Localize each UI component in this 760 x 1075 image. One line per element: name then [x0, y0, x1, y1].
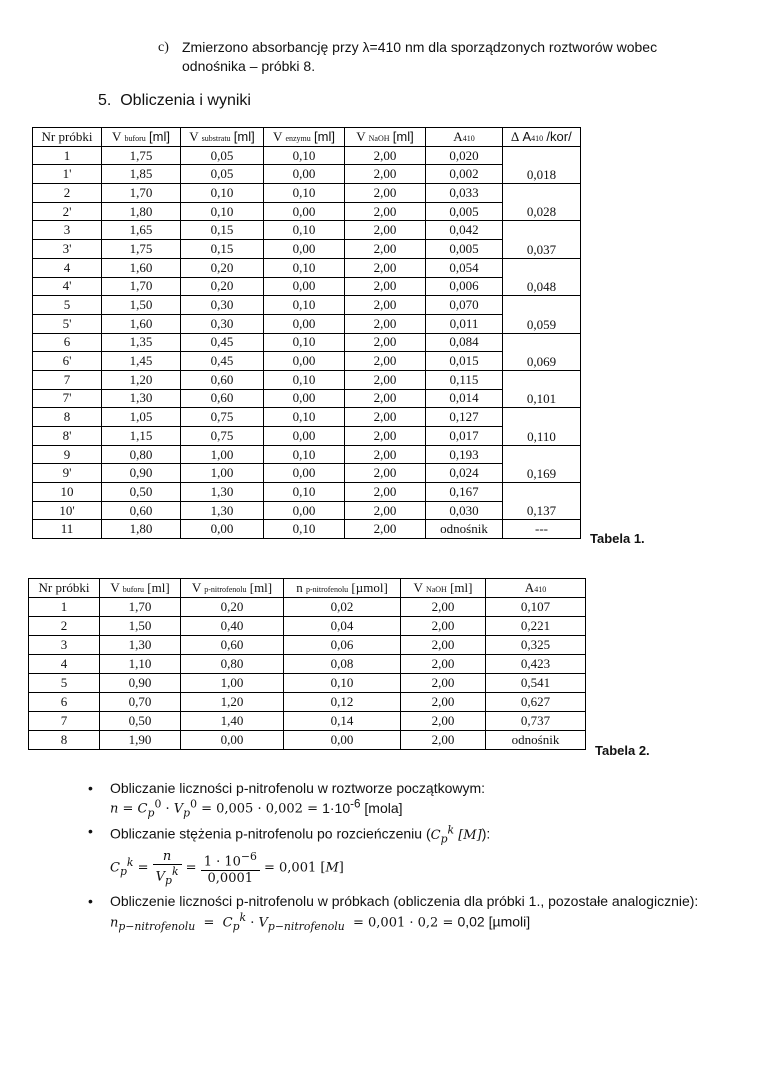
table-cell: odnośnik [426, 520, 503, 539]
table-cell: 0,423 [486, 655, 586, 674]
table-cell: 0,90 [102, 464, 181, 483]
table-cell: 1,20 [181, 693, 284, 712]
bullet-item [88, 893, 728, 909]
table-cell: 0,60 [181, 636, 284, 655]
table-cell: 1,60 [102, 314, 181, 333]
table-row [29, 674, 586, 693]
table-cell: 0,014 [426, 389, 503, 408]
table-cell: 11 [33, 520, 102, 539]
table-cell: 0,00 [181, 731, 284, 750]
table-cell: 7 [29, 712, 100, 731]
table-cell: 0,20 [181, 258, 264, 277]
table-row [33, 427, 581, 446]
table-cell: 0,00 [181, 520, 264, 539]
table-cell: 0,10 [264, 333, 345, 352]
table-cell: 6 [33, 333, 102, 352]
table-cell: 0,024 [426, 464, 503, 483]
table-cell: 1,85 [102, 165, 181, 184]
table-cell: 2,00 [345, 445, 426, 464]
table-cell: 0,10 [264, 520, 345, 539]
table-cell: odnośnik [486, 731, 586, 750]
table-cell: 1,00 [181, 445, 264, 464]
list-item-text: Zmierzono absorbancję przy λ=410 nm dla sporządzonych roztworów wobec odnośnika – próbki 8. [182, 39, 658, 74]
table-cell: 0,60 [181, 370, 264, 389]
table-cell: 8 [29, 731, 100, 750]
table-cell: 0,193 [426, 445, 503, 464]
table-cell: 0,40 [181, 617, 284, 636]
table-cell: 2,00 [345, 221, 426, 240]
table-cell: 0,221 [486, 617, 586, 636]
table-cell: 6 [29, 693, 100, 712]
table-cell: 0,042 [426, 221, 503, 240]
table-cell: 6' [33, 352, 102, 371]
table-row [33, 277, 581, 296]
table-row [33, 184, 581, 203]
table-cell: 2,00 [401, 636, 486, 655]
table-cell: 1,45 [102, 352, 181, 371]
table-cell: 2,00 [345, 408, 426, 427]
table-row [29, 636, 586, 655]
table-cell: 0,005 [426, 240, 503, 259]
table-cell: 0,45 [181, 333, 264, 352]
table-cell: 0,541 [486, 674, 586, 693]
table-cell: 8 [33, 408, 102, 427]
bullet-text: Obliczanie stężenia p-nitrofenolu po rozcieńczeniu ( [110, 825, 431, 842]
table-cell: 7 [33, 370, 102, 389]
table-cell: 1,50 [100, 617, 181, 636]
table-cell: 0,10 [264, 146, 345, 165]
table-row [33, 501, 581, 520]
table-cell: 2,00 [345, 258, 426, 277]
table-cell: 0,002 [426, 165, 503, 184]
table-cell: 0,070 [426, 296, 503, 315]
table-cell: 0,10 [264, 258, 345, 277]
list-marker: c) [158, 40, 169, 55]
table-cell: 0,75 [181, 427, 264, 446]
table-row [33, 221, 581, 240]
table-cell: 0,005 [426, 202, 503, 221]
calculation-list [88, 780, 728, 933]
table-cell: 1,75 [102, 146, 181, 165]
table-cell: 2,00 [345, 184, 426, 203]
table-cell: 0,08 [284, 655, 401, 674]
table-cell: 0,80 [181, 655, 284, 674]
bullet-icon: • [88, 780, 93, 796]
table-cell: 1 [29, 598, 100, 617]
table-cell: 2,00 [345, 146, 426, 165]
table-cell: 0,10 [264, 408, 345, 427]
table-cell: 2,00 [401, 693, 486, 712]
table-cell: 0,107 [486, 598, 586, 617]
table-cell: 2,00 [345, 464, 426, 483]
corrected-absorbance-cell: 0,169 [503, 445, 581, 482]
table-cell: 0,00 [264, 202, 345, 221]
formula: $C_p^k$ = $\frac{n}{V_p^k}$ = $\frac{1 \cdot 10^{-6}}{0,0001}$ = 0,001 [M] [110, 849, 344, 888]
table-cell: 1,80 [102, 520, 181, 539]
bullet-icon: • [88, 823, 93, 840]
table-cell: 0,05 [181, 165, 264, 184]
table-cell: 0,90 [100, 674, 181, 693]
table-cell: 3 [33, 221, 102, 240]
table-cell: 0,60 [181, 389, 264, 408]
table-cell: 0,30 [181, 314, 264, 333]
table-cell: 1,30 [102, 389, 181, 408]
table-cell: 1,80 [102, 202, 181, 221]
table-cell: 0,10 [181, 184, 264, 203]
table-cell: 2 [29, 617, 100, 636]
table-cell: 0,02 [284, 598, 401, 617]
corrected-absorbance-cell: 0,059 [503, 296, 581, 333]
table-cell: --- [503, 520, 581, 539]
table-cell: 4 [29, 655, 100, 674]
table-cell: 0,10 [264, 221, 345, 240]
table-cell: 0,115 [426, 370, 503, 389]
table-cell: 0,325 [486, 636, 586, 655]
table-cell: 1,35 [102, 333, 181, 352]
table-cell: 0,054 [426, 258, 503, 277]
table-cell: 2' [33, 202, 102, 221]
table-cell: 2,00 [345, 202, 426, 221]
table-cell: 1,90 [100, 731, 181, 750]
table-cell: 2 [33, 184, 102, 203]
table-cell: 4' [33, 277, 102, 296]
table-cell: 0,00 [264, 240, 345, 259]
table-cell: 2,00 [345, 389, 426, 408]
corrected-absorbance-cell: 0,037 [503, 221, 581, 258]
table-cell: 2,00 [401, 712, 486, 731]
table-header-row: Nr próbki V buforu [ml] V p-nitrofenolu [ml] n p-nitrofenolu [µmol] V NaOH [ml] A410 [29, 579, 586, 598]
table-cell: 0,00 [264, 389, 345, 408]
table-cell: 0,45 [181, 352, 264, 371]
table-cell: 0,20 [181, 277, 264, 296]
table-cell: 1,00 [181, 464, 264, 483]
table-cell: 1,30 [181, 501, 264, 520]
formula: $n_{p-nitrofenolu} = C_p^k \cdot V_{p-nitrofenolu} = 0,001 \cdot 0,2 = 0,02$ [µmoli] [110, 911, 531, 934]
table-row [33, 258, 581, 277]
table-cell: 0,10 [264, 296, 345, 315]
table-1 [32, 127, 581, 539]
table-cell: 0,30 [181, 296, 264, 315]
table-cell: 2,00 [345, 314, 426, 333]
table-cell: 0,00 [284, 731, 401, 750]
table-cell: 3 [29, 636, 100, 655]
table-cell: 1,70 [102, 184, 181, 203]
table-cell: 5' [33, 314, 102, 333]
table-cell: 0,20 [181, 598, 284, 617]
table-cell: 0,50 [100, 712, 181, 731]
corrected-absorbance-cell: 0,101 [503, 370, 581, 407]
table-cell: 0,00 [264, 501, 345, 520]
table-cell: 2,00 [401, 731, 486, 750]
table-cell: 1,05 [102, 408, 181, 427]
table-cell: 0,627 [486, 693, 586, 712]
table-row [33, 314, 581, 333]
bullet-icon: • [88, 893, 93, 910]
table-cell: 0,127 [426, 408, 503, 427]
table-row [33, 202, 581, 221]
table-row [33, 408, 581, 427]
table-cell: 1,15 [102, 427, 181, 446]
table-cell: 1 [33, 146, 102, 165]
table-row [33, 240, 581, 259]
bullet-text: Obliczenie liczności p-nitrofenolu w próbkach (obliczenia dla próbki 1., pozostałe analogicznie): [110, 893, 699, 910]
table-cell: 2,00 [345, 333, 426, 352]
table-cell: 0,00 [264, 314, 345, 333]
table-row [29, 655, 586, 674]
table-cell: 0,015 [426, 352, 503, 371]
bullet-item: • Obliczanie stężenia p-nitrofenolu po rozcieńczeniu ($C_p^k$ [M]): [88, 823, 491, 846]
corrected-absorbance-cell: 0,028 [503, 184, 581, 221]
table-cell: 2,00 [401, 655, 486, 674]
table-cell: 0,00 [264, 277, 345, 296]
corrected-absorbance-cell: 0,110 [503, 408, 581, 445]
table-row [33, 445, 581, 464]
table-cell: 1,60 [102, 258, 181, 277]
table-cell: 2,00 [345, 501, 426, 520]
table-cell: 0,10 [284, 674, 401, 693]
table-cell: 0,737 [486, 712, 586, 731]
table-cell: 0,10 [264, 483, 345, 502]
table-cell: 1,30 [181, 483, 264, 502]
table-cell: 2,00 [345, 296, 426, 315]
table-cell: 0,00 [264, 464, 345, 483]
table-cell: 2,00 [401, 617, 486, 636]
table-cell: 0,00 [264, 165, 345, 184]
table-cell: 5 [29, 674, 100, 693]
bullet-item [88, 780, 728, 796]
table-2-caption: Tabela 2. [595, 743, 650, 758]
table-cell: 1,70 [102, 277, 181, 296]
table-cell: 0,00 [264, 427, 345, 446]
table-cell: 2,00 [345, 520, 426, 539]
formula: $n = C_p^0 \cdot V_p^0 = 0,005 \cdot 0,002 = 1\cdot 10^{-6}$ [mola] [110, 797, 403, 820]
table-cell: 2,00 [345, 483, 426, 502]
table-1-caption: Tabela 1. [590, 531, 645, 546]
table-cell: 0,70 [100, 693, 181, 712]
table-row [33, 520, 581, 539]
table-row [33, 333, 581, 352]
table-cell: 4 [33, 258, 102, 277]
table-cell: 1,20 [102, 370, 181, 389]
table-cell: 0,06 [284, 636, 401, 655]
table-cell: 0,00 [264, 352, 345, 371]
table-cell: 1,40 [181, 712, 284, 731]
table-cell: 0,030 [426, 501, 503, 520]
table-row [29, 731, 586, 750]
table-cell: 0,05 [181, 146, 264, 165]
table-cell: 10 [33, 483, 102, 502]
table-cell: 1' [33, 165, 102, 184]
table-cell: 0,10 [181, 202, 264, 221]
table-2 [28, 578, 586, 750]
table-cell: 5 [33, 296, 102, 315]
table-cell: 2,00 [345, 277, 426, 296]
table-cell: 1,50 [102, 296, 181, 315]
table-cell: 2,00 [345, 427, 426, 446]
table-cell: 0,50 [102, 483, 181, 502]
table-cell: 0,017 [426, 427, 503, 446]
corrected-absorbance-cell: 0,018 [503, 146, 581, 183]
table-row [33, 146, 581, 165]
table-cell: 9 [33, 445, 102, 464]
table-row [33, 165, 581, 184]
table-cell: 7' [33, 389, 102, 408]
table-cell: 0,167 [426, 483, 503, 502]
table-cell: 0,011 [426, 314, 503, 333]
table-cell: 10' [33, 501, 102, 520]
table-cell: 0,12 [284, 693, 401, 712]
table-cell: 0,006 [426, 277, 503, 296]
table-cell: 0,10 [264, 370, 345, 389]
table-cell: 0,14 [284, 712, 401, 731]
table-cell: 0,10 [264, 184, 345, 203]
table-cell: 0,80 [102, 445, 181, 464]
table-cell: 2,00 [401, 598, 486, 617]
table-row [29, 693, 586, 712]
section-number: 5. [98, 92, 112, 109]
table-cell: 1,00 [181, 674, 284, 693]
table-header-row: Nr próbki V buforu [ml] V substratu [ml] V enzymu [ml] V NaOH [ml] A410 ∆ A410 /kor/ [33, 128, 581, 147]
table-cell: 0,15 [181, 221, 264, 240]
table-cell: 1,70 [100, 598, 181, 617]
table-row [33, 389, 581, 408]
table-cell: 0,084 [426, 333, 503, 352]
table-cell: 0,033 [426, 184, 503, 203]
table-row [33, 296, 581, 315]
table-cell: 0,60 [102, 501, 181, 520]
table-cell: 0,020 [426, 146, 503, 165]
table-cell: 2,00 [345, 370, 426, 389]
table-cell: 1,75 [102, 240, 181, 259]
table-row [33, 352, 581, 371]
table-cell: 2,00 [401, 674, 486, 693]
table-cell: 2,00 [345, 240, 426, 259]
table-cell: 1,30 [100, 636, 181, 655]
table-row [33, 370, 581, 389]
corrected-absorbance-cell: 0,048 [503, 258, 581, 295]
table-row [29, 712, 586, 731]
table-row [33, 464, 581, 483]
table-row [29, 598, 586, 617]
corrected-absorbance-cell: 0,137 [503, 483, 581, 520]
table-cell: 0,04 [284, 617, 401, 636]
table-row [33, 483, 581, 502]
corrected-absorbance-cell: 0,069 [503, 333, 581, 370]
table-cell: 8' [33, 427, 102, 446]
table-cell: 2,00 [345, 352, 426, 371]
bullet-text: Obliczanie liczności p-nitrofenolu w roztworze początkowym: [110, 780, 486, 796]
table-cell: 0,75 [181, 408, 264, 427]
table-cell: 0,15 [181, 240, 264, 259]
table-row [29, 617, 586, 636]
table-cell: 0,10 [264, 445, 345, 464]
table-cell: 3' [33, 240, 102, 259]
section-title: Obliczenia i wyniki [120, 92, 251, 109]
table-cell: 1,10 [100, 655, 181, 674]
table-cell: 9' [33, 464, 102, 483]
table-cell: 1,65 [102, 221, 181, 240]
section-heading [98, 92, 251, 110]
table-cell: 2,00 [345, 165, 426, 184]
